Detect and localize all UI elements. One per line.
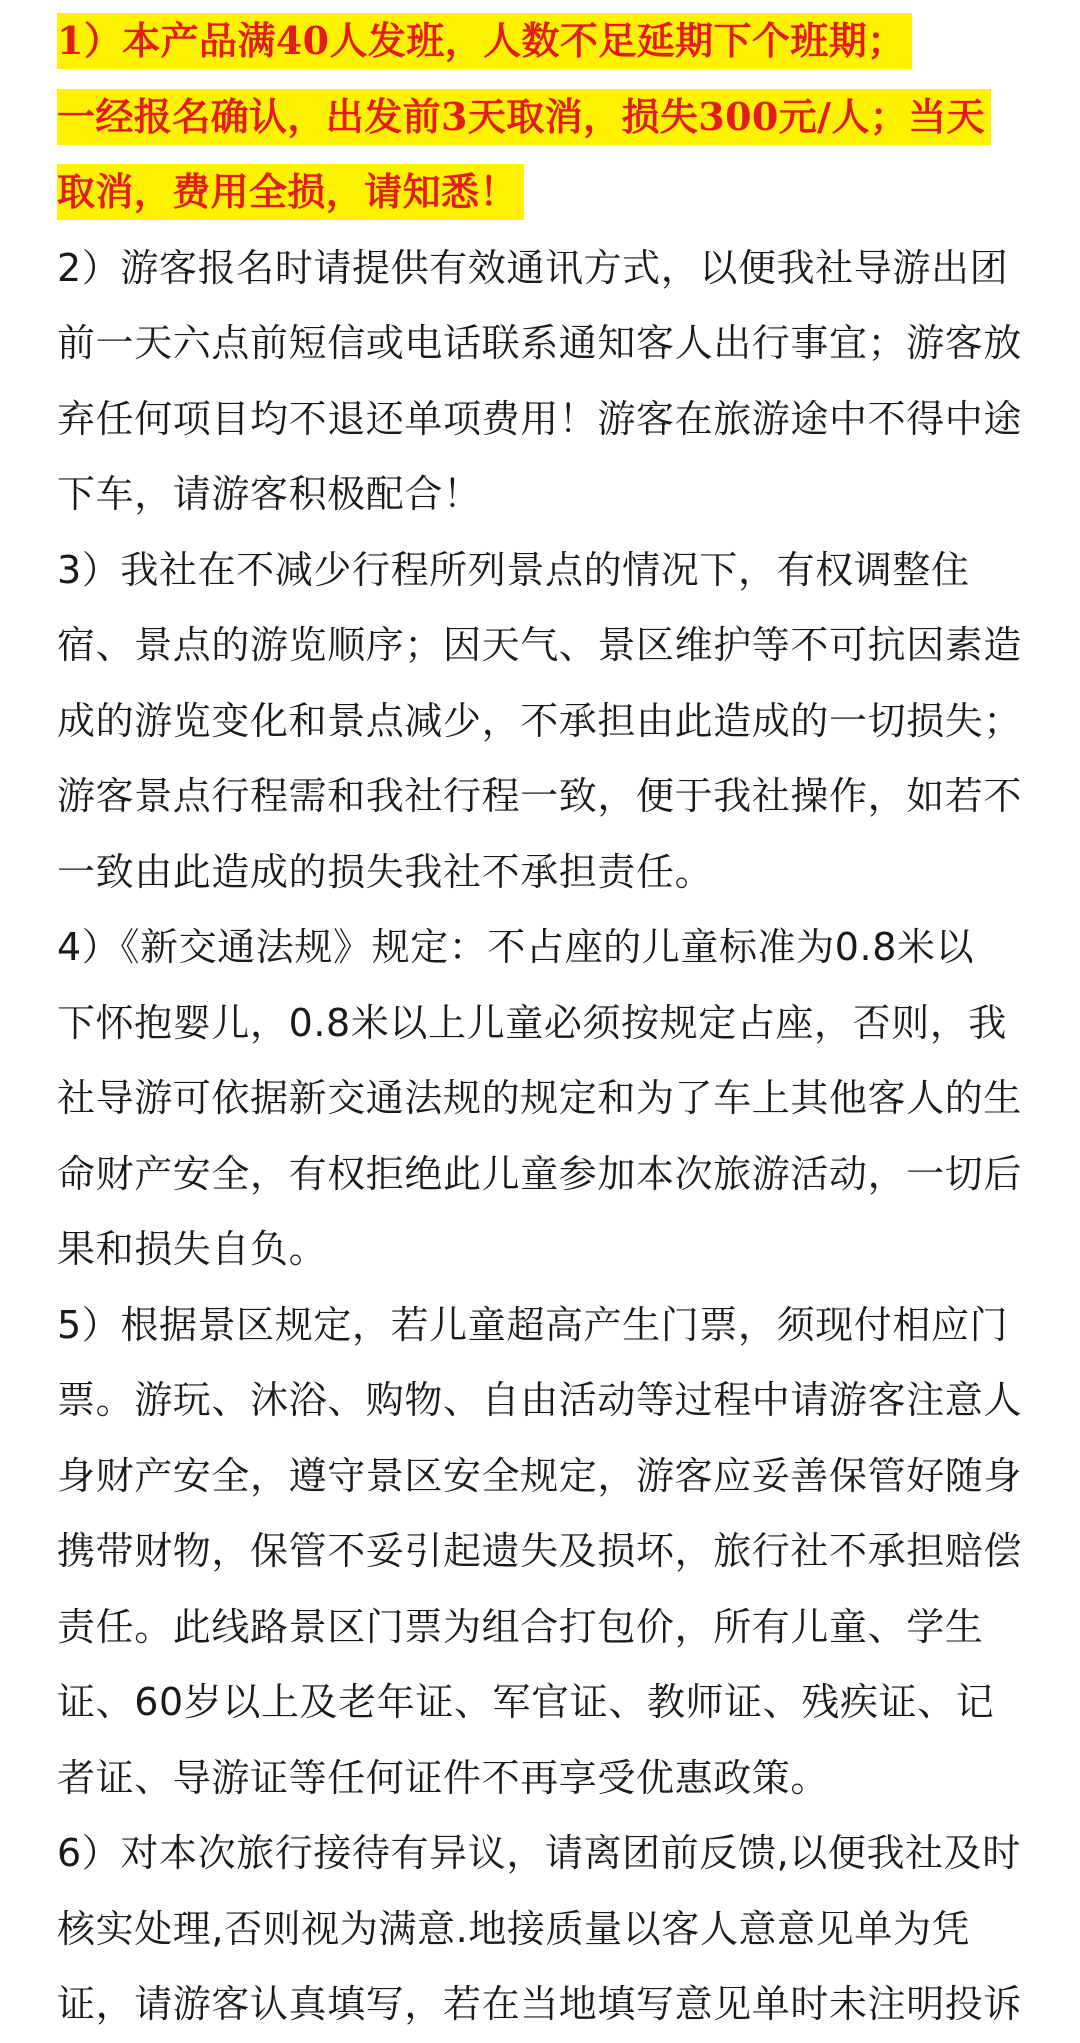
notice-text-line: 3）我社在不减少行程所列景点的情况下，有权调整住 [57,547,970,592]
notice-text-line: 果和损失自负。 [57,1227,328,1271]
notice-line-3 [57,155,1037,231]
notice-line-2 [57,80,1037,156]
notice-text-line: 弃任何项目均不退还单项费用！游客在旅游途中不得中途 [57,396,1023,441]
notice-text-line: 身财产安全，遵守景区安全规定，游客应妥善保管好随身 [57,1453,1023,1498]
notice-text-line: 携带财物，保管不妥引起遗失及损坏，旅行社不承担赔偿 [57,1529,1023,1573]
notice-text-line: 2）游客报名时请提供有效通讯方式，以便我社导游出团 [57,245,1009,290]
notice-text-line: 证，请游客认真填写，若在当地填写意见单时未注明投诉 [57,1982,1023,2026]
notice-text-line: 下车，请游客积极配合！ [57,472,482,516]
notice-line-1 [57,4,1037,80]
notice-text-line: 证、60岁以上及老年证、军官证、教师证、残疾证、记 [57,1680,995,1724]
notice-text-line: 者证、导游证等任何证件不再享受优惠政策。 [57,1755,830,1800]
notice-text-line: 票。游玩、沐浴、购物、自由活动等过程中请游客注意人 [57,1378,1023,1422]
notice-text-line: 责任。此线路景区门票为组合打包价，所有儿童、学生 [57,1604,984,1649]
notice-text-line: 前一天六点前短信或电话联系通知客人出行事宜；游客放 [57,321,1023,365]
notice-text-line: 游客景点行程需和我社行程一致，便于我社操作，如若不 [57,774,1023,818]
notice-text-line: 社导游可依据新交通法规的规定和为了车上其他客人的生 [57,1076,1023,1120]
notice-text-line: 核实处理,否则视为满意.地接质量以客人意意见单为凭 [57,1906,971,1951]
notice-text-line: 成的游览变化和景点减少，不承担由此造成的一切损失； [57,698,1023,743]
highlighted-clause-3: 取消，费用全损，请知悉！ [57,164,524,220]
notice-text-line: 宿、景点的游览顺序；因天气、景区维护等不可抗因素造 [57,623,1023,667]
notice-text-line: 5）根据景区规定，若儿童超高产生门票，须现付相应门 [57,1302,1009,1347]
notice-text-line: 下怀抱婴儿，0.8米以上儿童必须按规定占座，否则，我 [57,1000,1008,1045]
notice-text-line: 命财产安全，有权拒绝此儿童参加本次旅游活动，一切后 [57,1151,1023,1196]
highlighted-clause-2: 一经报名确认，出发前3天取消，损失300元/人；当天 [57,89,991,145]
notice-text-line: 6）对本次旅行接待有异议，请离团前反馈,以便我社及时 [57,1831,1021,1875]
notice-text-line: 一致由此造成的损失我社不承担责任。 [57,849,714,894]
highlighted-clause-1: 1）本产品满40人发班，人数不足延期下个班期； [57,13,912,69]
notice-text-line: 4）《新交通法规》规定：不占座的儿童标准为0.8米以 [57,925,975,969]
travel-notice-document [57,4,1037,2043]
